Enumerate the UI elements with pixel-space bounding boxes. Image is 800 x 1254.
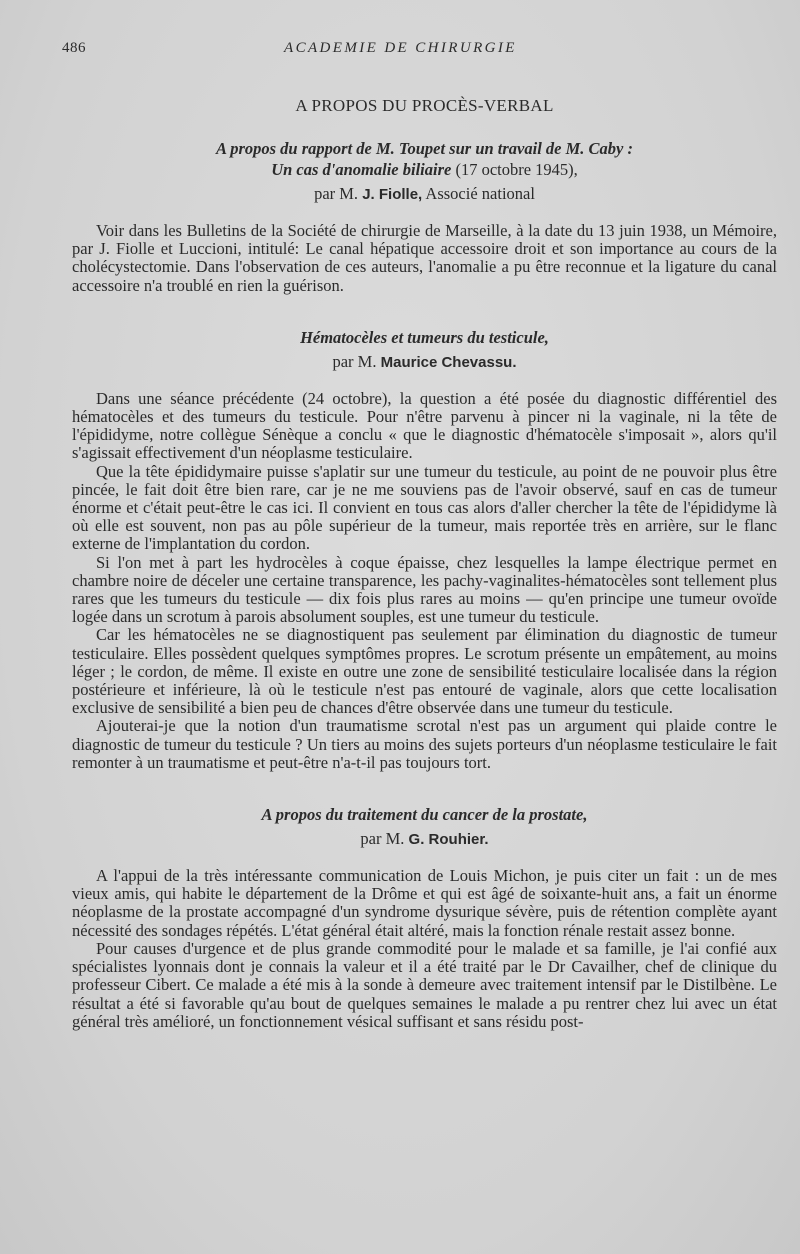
page-content [72, 96, 777, 1063]
byline [72, 184, 777, 204]
author-name: Maurice Chevassu. [380, 353, 517, 371]
article-title-line: A propos du traitement du cancer de la prostate, [261, 805, 588, 825]
paragraph: Si l'on met à part les hydrocèles à coque épaisse, chez lesquelles la lampe électrique permet en chambre noire de déceler une certaine transparence, les pachy-vaginalites-hématocèles sont tellement plus rares que les tumeurs du testicule — dix fois plus rares au moins — qu'en principe une tumeur ovoïde logée dans un scrotum à parois absolument souples, est une tumeur du testicule. [72, 552, 777, 627]
byline [72, 352, 777, 372]
article-title [72, 327, 777, 348]
article-title-line: Un cas d'anomalie biliaire [271, 160, 452, 179]
paragraph: Voir dans les Bulletins de la Société de chirurgie de Marseille, à la date du 13 juin 1938, un Mémoire, par J. Fiolle et Luccioni, intitulé: Le canal hépatique accessoire droit et son importance au cours de la cholécystectomie. Dans l'observation de ces auteurs, l'anomalie a pu être reconnue et la ligature du canal accessoire n'a troublé en rien la guérison. [72, 221, 777, 295]
article-title [72, 138, 777, 180]
author-name: J. Fiolle, [362, 186, 423, 203]
article-title-line: Hématocèles et tumeurs du testicule, [300, 327, 549, 347]
author-name: G. Rouhier. [408, 831, 489, 849]
article-chevassu [72, 327, 777, 772]
section-heading: A PROPOS DU PROCÈS-VERBAL [295, 96, 554, 115]
byline-suffix: Associé national [425, 184, 535, 203]
byline [72, 829, 777, 849]
byline-prefix: par M. [332, 351, 377, 371]
article-date: (17 octobre 1945), [455, 160, 578, 179]
article-fiolle [72, 138, 777, 295]
article-rouhier [72, 804, 777, 1031]
paragraph: A l'appui de la très intéressante communication de Louis Michon, je puis citer un fait : un de mes vieux amis, qui habite le département de la Drôme et qui est âgé de soixante-huit ans, a fait un énorme néoplasme de la prostate accompagné d'un syndrome dysurique sévère, puis de rétention complète ayant nécessité des sondages répétés. L'état général était altéré, mais la fonction rénale restait assez bonne. [72, 866, 777, 940]
paragraph: Pour causes d'urgence et de plus grande commodité pour le malade et sa famille, je l'ai confié aux spécialistes lyonnais dont je connais la valeur et il a été traité par le Dr Cavailher, chef de clinique du professeur Cibert. Ce malade a été mis à la sonde à demeure avec traitement intensif par le Distilbène. Le résultat a été si favorable qu'au bout de quelques semaines le malade a pu rentrer chez lui avec un état général très amélioré, un fonctionnement vésical suffisant et sans résidu post- [72, 938, 777, 1031]
paragraph: Car les hématocèles ne se diagnostiquent pas seulement par élimination du diagnostic de tumeur testiculaire. Elles possèdent quelques symptômes propres. Le scrotum présente un empâtement, au moins léger ; le cordon, de même. Il existe en outre une zone de sensibilité testiculaire localisée dans la région postérieure et inférieure, là où le testicule n'est pas entouré de vaginale, alors que cette localisation exclusive de sensibilité a bien peu de chances d'être observée dans une tumeur du testicule. [72, 625, 777, 718]
byline-prefix: par M. [314, 184, 359, 203]
paragraph: Ajouterai-je que la notion d'un traumatisme scrotal n'est pas un argument qui plaide contre le diagnostic de tumeur du testicule ? Un tiers au moins des sujets porteurs d'un néoplasme testiculaire le fait remonter à un traumatisme et peut-être n'a-t-il pas toujours tort. [72, 716, 777, 772]
article-title-line: A propos du rapport de M. Toupet sur un travail de M. Caby : [216, 139, 633, 158]
article-title [72, 804, 777, 825]
page-number: 486 [62, 40, 86, 56]
paragraph: Que la tête épididymaire puisse s'aplatir sur une tumeur du testicule, au point de ne pouvoir plus être pincée, le fait doit être bien rare, car je ne me souviens pas de l'avoir observé, sauf en cas de tumeur énorme et c'était peut-être le cas ici. Il convient en tous cas alors d'aller chercher la tête de l'épididyme là où elle est souvent, non pas au pôle supérieur de la tumeur, mais reportée très en arrière, sur le flanc externe de l'implantation du cordon. [72, 461, 777, 554]
journal-title: ACADEMIE DE CHIRURGIE [284, 40, 517, 56]
running-head [62, 40, 762, 64]
paragraph: Dans une séance précédente (24 octobre), la question a été posée du diagnostic différentiel des hématocèles et des tumeurs du testicule. Pour n'être parvenu à pincer ni la vaginale, ni la tête de l'épididyme, notre collègue Sénèque a conclu « que le diagnostic d'hématocèle s'imposait », alors qu'il s'agissait effectivement d'un néoplasme testiculaire. [72, 388, 777, 463]
byline-prefix: par M. [360, 829, 405, 849]
